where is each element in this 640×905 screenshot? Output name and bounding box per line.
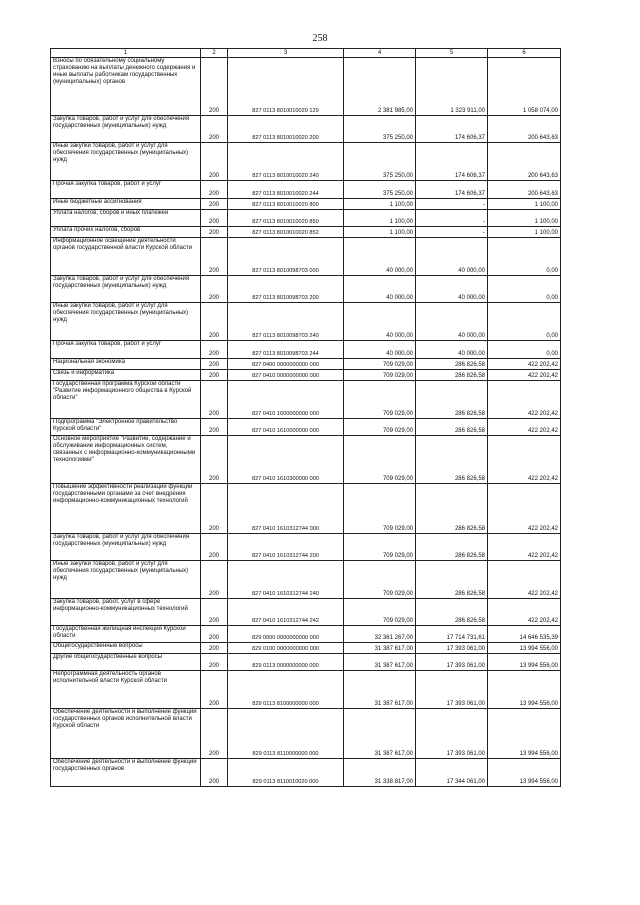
table-row [51, 143, 561, 181]
row-amount-remaining-cell: 13 994 556,00 [488, 654, 561, 671]
row-amount-plan-cell: 709 029,00 [344, 561, 416, 599]
row-vr-cell: 200 [201, 143, 228, 181]
table-row [51, 643, 561, 654]
row-name-cell: Уплата прочих налогов, сборов [51, 227, 201, 238]
row-name-cell: Государственная программа Курской области "Развитие информационного общества в Курской области" [51, 381, 201, 419]
table-row [51, 599, 561, 626]
table-row [51, 116, 561, 143]
row-amount-plan-cell: 1 100,00 [344, 199, 416, 210]
row-amount-executed-cell: 286 826,58 [416, 561, 488, 599]
row-amount-remaining-cell: 0,00 [488, 276, 561, 303]
page-number: 258 [312, 33, 328, 44]
row-code-cell: 827 0410 1610300000 000 [228, 436, 344, 484]
row-amount-remaining-cell: 200 643,63 [488, 116, 561, 143]
table-row [51, 534, 561, 561]
row-name-cell: Повышение эффективности реализации функций государственными органами за счет внедрения информационно-коммуникационных технологий [51, 484, 201, 534]
row-amount-executed-cell: 40 000,00 [416, 276, 488, 303]
row-vr-cell: 200 [201, 238, 228, 276]
row-code-cell: 829 0113 8100000000 000 [228, 671, 344, 709]
row-code-cell: 827 0113 8010098703 240 [228, 303, 344, 341]
row-vr-cell: 200 [201, 359, 228, 370]
header-cell: 4 [344, 49, 416, 58]
row-amount-plan-cell: 1 100,00 [344, 227, 416, 238]
header-cell: 3 [228, 49, 344, 58]
row-amount-executed-cell: 1 323 911,00 [416, 58, 488, 116]
row-name-cell: Подпрограмма "Электронное правительство Курской области" [51, 419, 201, 436]
row-vr-cell: 200 [201, 181, 228, 199]
row-amount-executed-cell: 40 000,00 [416, 341, 488, 359]
row-amount-executed-cell: 174 606,37 [416, 116, 488, 143]
row-amount-remaining-cell: 1 100,00 [488, 210, 561, 227]
row-vr-cell: 200 [201, 276, 228, 303]
row-amount-remaining-cell: 422 202,42 [488, 599, 561, 626]
row-name-cell: Связь и информатика [51, 370, 201, 381]
row-name-cell: Иные закупки товаров, работ и услуг для обеспечения государственных (муниципальных) нужд [51, 303, 201, 341]
row-code-cell: 827 0410 1610312744 242 [228, 599, 344, 626]
row-code-cell: 827 0113 8010010020 850 [228, 210, 344, 227]
row-amount-remaining-cell: 422 202,42 [488, 370, 561, 381]
row-amount-executed-cell: 17 714 731,61 [416, 626, 488, 643]
row-vr-cell: 200 [201, 419, 228, 436]
table-row [51, 58, 561, 116]
header-cell: 6 [488, 49, 561, 58]
row-amount-remaining-cell: 422 202,42 [488, 381, 561, 419]
row-name-cell: Закупка товаров, работ, услуг в сфере информационно-коммуникационных технологий [51, 599, 201, 626]
table-row [51, 210, 561, 227]
row-name-cell: Государственная жилищная инспекция Курской области [51, 626, 201, 643]
row-vr-cell: 200 [201, 759, 228, 787]
row-code-cell: 827 0400 0000000000 000 [228, 359, 344, 370]
row-vr-cell: 200 [201, 58, 228, 116]
header-cell: 1 [51, 49, 201, 58]
row-name-cell: Иные бюджетные ассигнования [51, 199, 201, 210]
row-name-cell: Национальная экономика [51, 359, 201, 370]
table-row [51, 626, 561, 643]
row-amount-executed-cell: 286 826,58 [416, 484, 488, 534]
row-vr-cell: 200 [201, 626, 228, 643]
row-name-cell: Информационное освещение деятельности органов государственной власти Курской области [51, 238, 201, 276]
row-code-cell: 827 0410 1610312744 000 [228, 484, 344, 534]
row-amount-executed-cell: 40 000,00 [416, 303, 488, 341]
row-amount-remaining-cell: 0,00 [488, 341, 561, 359]
row-vr-cell: 200 [201, 370, 228, 381]
row-amount-executed-cell: 40 000,00 [416, 238, 488, 276]
row-amount-plan-cell: 31 387 617,00 [344, 643, 416, 654]
row-amount-executed-cell: 286 826,58 [416, 599, 488, 626]
row-name-cell: Прочая закупка товаров, работ и услуг [51, 341, 201, 359]
row-name-cell: Взносы по обязательному социальному страхованию на выплаты денежного содержания и иные выплаты работникам государственных (муниципальных) органов [51, 58, 201, 116]
table-row [51, 181, 561, 199]
row-amount-executed-cell: 174 606,37 [416, 181, 488, 199]
header-row [51, 49, 561, 58]
row-name-cell: Обеспечение деятельности и выполнение функций государственных органов исполнительной власти Курской области [51, 709, 201, 759]
table-row [51, 561, 561, 599]
table-row [51, 370, 561, 381]
row-amount-plan-cell: 709 029,00 [344, 359, 416, 370]
row-amount-plan-cell: 709 029,00 [344, 534, 416, 561]
row-vr-cell: 200 [201, 210, 228, 227]
row-code-cell: 827 0410 1610000000 000 [228, 419, 344, 436]
row-vr-cell: 200 [201, 709, 228, 759]
table-row [51, 276, 561, 303]
row-name-cell: Уплата налогов, сборов и иных платежей [51, 210, 201, 227]
row-name-cell: Закупка товаров, работ и услуг для обеспечения государственных (муниципальных) нужд [51, 276, 201, 303]
row-code-cell: 829 0113 0000000000 000 [228, 654, 344, 671]
table-row [51, 238, 561, 276]
row-amount-plan-cell: 40 000,00 [344, 303, 416, 341]
row-amount-plan-cell: 31 387 617,00 [344, 654, 416, 671]
row-amount-executed-cell: 17 393 061,00 [416, 643, 488, 654]
row-amount-executed-cell: - [416, 199, 488, 210]
row-amount-remaining-cell: 13 994 556,00 [488, 671, 561, 709]
row-vr-cell: 200 [201, 599, 228, 626]
budget-table [50, 48, 561, 787]
row-vr-cell: 200 [201, 381, 228, 419]
row-amount-plan-cell: 32 361 267,00 [344, 626, 416, 643]
row-name-cell: Основное мероприятие "Развитие, содержание и обслуживание информационных систем, связанных с информационно-коммуникационными технологиями" [51, 436, 201, 484]
row-code-cell: 827 0410 1600000000 000 [228, 381, 344, 419]
row-amount-executed-cell: 174 606,37 [416, 143, 488, 181]
row-amount-plan-cell: 1 100,00 [344, 210, 416, 227]
row-amount-remaining-cell: 1 100,00 [488, 227, 561, 238]
table-row [51, 709, 561, 759]
table-row [51, 419, 561, 436]
row-vr-cell: 200 [201, 643, 228, 654]
row-amount-remaining-cell: 0,00 [488, 303, 561, 341]
row-amount-remaining-cell: 422 202,42 [488, 359, 561, 370]
row-amount-remaining-cell: 200 643,63 [488, 143, 561, 181]
row-amount-remaining-cell: 0,00 [488, 238, 561, 276]
row-code-cell: 827 0113 8010098703 200 [228, 276, 344, 303]
row-amount-plan-cell: 709 029,00 [344, 381, 416, 419]
row-amount-executed-cell: 17 393 061,00 [416, 671, 488, 709]
row-amount-plan-cell: 709 029,00 [344, 419, 416, 436]
row-amount-remaining-cell: 422 202,42 [488, 534, 561, 561]
row-amount-remaining-cell: 14 646 535,39 [488, 626, 561, 643]
row-amount-plan-cell: 375 250,00 [344, 116, 416, 143]
row-name-cell: Обеспечение деятельности и выполнение функций государственных органов [51, 759, 201, 787]
row-amount-remaining-cell: 1 100,00 [488, 199, 561, 210]
row-vr-cell: 200 [201, 436, 228, 484]
row-vr-cell: 200 [201, 671, 228, 709]
row-amount-plan-cell: 2 381 985,00 [344, 58, 416, 116]
row-amount-executed-cell: 286 826,58 [416, 359, 488, 370]
row-amount-plan-cell: 709 029,00 [344, 599, 416, 626]
row-name-cell: Прочая закупка товаров, работ и услуг [51, 181, 201, 199]
table-row [51, 436, 561, 484]
row-amount-executed-cell: 286 826,58 [416, 419, 488, 436]
row-amount-executed-cell: 286 826,58 [416, 534, 488, 561]
table-body [51, 58, 561, 787]
row-name-cell: Закупка товаров, работ и услуг для обеспечения государственных (муниципальных) нужд [51, 534, 201, 561]
row-code-cell: 829 0113 8110000000 000 [228, 709, 344, 759]
row-amount-executed-cell: 17 344 061,00 [416, 759, 488, 787]
row-name-cell: Общегосударственные вопросы [51, 643, 201, 654]
row-amount-executed-cell: - [416, 210, 488, 227]
table-row [51, 341, 561, 359]
row-vr-cell: 200 [201, 199, 228, 210]
row-amount-executed-cell: 286 826,58 [416, 370, 488, 381]
row-code-cell: 827 0113 8010010020 129 [228, 58, 344, 116]
row-code-cell: 829 0100 0000000000 000 [228, 643, 344, 654]
row-code-cell: 827 0410 1610312744 200 [228, 534, 344, 561]
row-vr-cell: 200 [201, 484, 228, 534]
row-code-cell: 827 0113 8010098703 244 [228, 341, 344, 359]
header-cell: 5 [416, 49, 488, 58]
row-amount-plan-cell: 375 250,00 [344, 181, 416, 199]
row-vr-cell: 200 [201, 561, 228, 599]
table-row [51, 199, 561, 210]
row-amount-remaining-cell: 13 994 556,00 [488, 709, 561, 759]
row-name-cell: Иные закупки товаров, работ и услуг для обеспечения государственных (муниципальных) нужд [51, 561, 201, 599]
table-row [51, 381, 561, 419]
row-code-cell: 827 0113 8010010020 200 [228, 116, 344, 143]
table-row [51, 654, 561, 671]
row-code-cell: 827 0113 8010010020 244 [228, 181, 344, 199]
row-amount-remaining-cell: 422 202,42 [488, 436, 561, 484]
row-amount-plan-cell: 31 387 617,00 [344, 709, 416, 759]
row-amount-plan-cell: 40 000,00 [344, 341, 416, 359]
header-cell: 2 [201, 49, 228, 58]
row-amount-executed-cell: 286 826,58 [416, 436, 488, 484]
row-name-cell: Непрограммная деятельность органов исполнительной власти Курской области [51, 671, 201, 709]
row-amount-plan-cell: 40 000,00 [344, 276, 416, 303]
row-vr-cell: 200 [201, 654, 228, 671]
row-amount-plan-cell: 709 029,00 [344, 484, 416, 534]
row-code-cell: 827 0410 1610312744 240 [228, 561, 344, 599]
row-amount-executed-cell: 17 393 061,00 [416, 654, 488, 671]
row-code-cell: 829 0113 8110010020 000 [228, 759, 344, 787]
row-amount-remaining-cell: 422 202,42 [488, 484, 561, 534]
row-vr-cell: 200 [201, 116, 228, 143]
row-code-cell: 829 0000 0000000000 000 [228, 626, 344, 643]
row-name-cell: Другие общегосударственные вопросы [51, 654, 201, 671]
row-name-cell: Закупка товаров, работ и услуг для обеспечения государственных (муниципальных) нужд [51, 116, 201, 143]
row-amount-remaining-cell: 1 058 074,00 [488, 58, 561, 116]
row-code-cell: 827 0113 8010010020 852 [228, 227, 344, 238]
row-vr-cell: 200 [201, 303, 228, 341]
row-amount-executed-cell: - [416, 227, 488, 238]
row-amount-plan-cell: 31 338 817,00 [344, 759, 416, 787]
row-name-cell: Иные закупки товаров, работ и услуг для обеспечения государственных (муниципальных) нужд [51, 143, 201, 181]
table-row [51, 759, 561, 787]
row-amount-executed-cell: 17 393 061,00 [416, 709, 488, 759]
row-amount-plan-cell: 375 250,00 [344, 143, 416, 181]
row-vr-cell: 200 [201, 227, 228, 238]
row-code-cell: 827 0113 8010098703 000 [228, 238, 344, 276]
row-amount-plan-cell: 40 000,00 [344, 238, 416, 276]
table-row [51, 303, 561, 341]
table-row [51, 671, 561, 709]
row-code-cell: 827 0113 8010010020 240 [228, 143, 344, 181]
row-amount-executed-cell: 286 826,58 [416, 381, 488, 419]
row-code-cell: 827 0113 8010010020 800 [228, 199, 344, 210]
row-code-cell: 827 0410 0000000000 000 [228, 370, 344, 381]
row-vr-cell: 200 [201, 341, 228, 359]
row-amount-plan-cell: 709 029,00 [344, 370, 416, 381]
row-amount-remaining-cell: 422 202,42 [488, 419, 561, 436]
row-amount-remaining-cell: 13 994 556,00 [488, 759, 561, 787]
table-row [51, 484, 561, 534]
row-amount-remaining-cell: 200 643,63 [488, 181, 561, 199]
row-amount-remaining-cell: 422 202,42 [488, 561, 561, 599]
row-amount-remaining-cell: 13 994 556,00 [488, 643, 561, 654]
row-amount-plan-cell: 709 029,00 [344, 436, 416, 484]
row-vr-cell: 200 [201, 534, 228, 561]
table-row [51, 227, 561, 238]
row-amount-plan-cell: 31 387 617,00 [344, 671, 416, 709]
table-row [51, 359, 561, 370]
